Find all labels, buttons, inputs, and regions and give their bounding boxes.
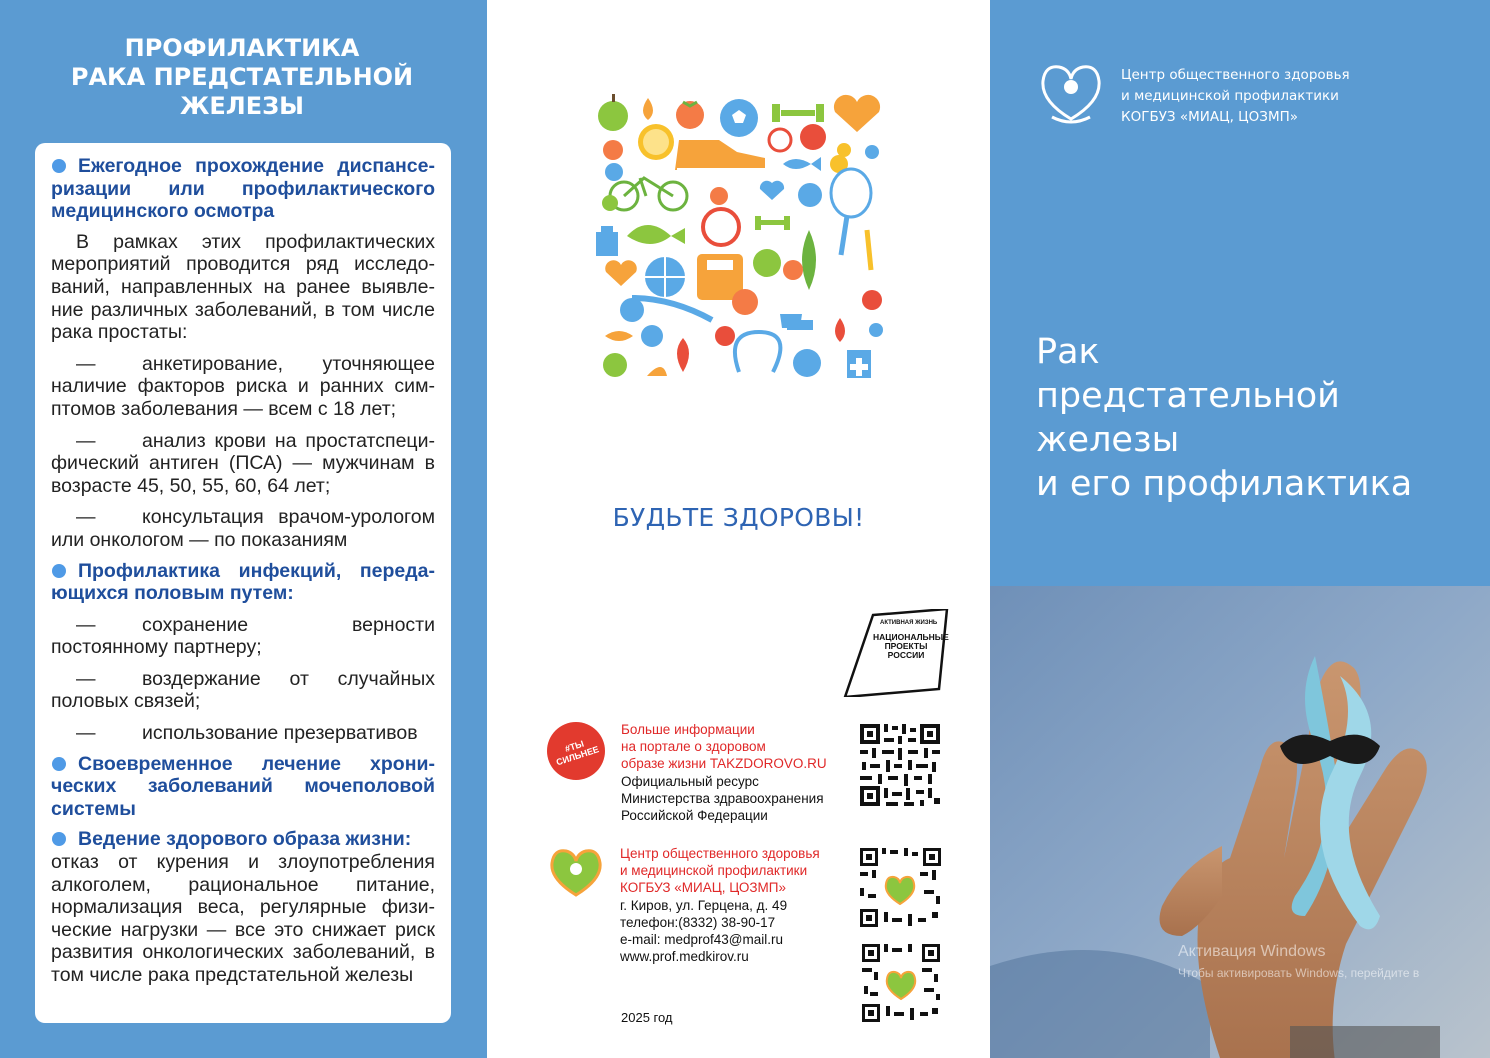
apple-icon (598, 94, 628, 131)
info-line: на портале о здоровом (621, 739, 766, 755)
fish-icon (783, 157, 821, 171)
dash-marker: — (76, 506, 96, 529)
list-item-text: анализ крови на простатспецифический антиген (ПСА) — мужчинам в возрасте 45, 50, 55, 60, 64 лет; (51, 429, 435, 497)
content-card (35, 143, 451, 1023)
jump-rope-icon (735, 332, 780, 372)
organization-logo-icon (1040, 59, 1102, 125)
website-link[interactable]: www.prof.medkirov.ru (620, 949, 749, 965)
takzdorovo-info (621, 721, 846, 824)
dash-marker: — (76, 667, 96, 690)
leaf-icon (802, 230, 816, 290)
section-heading-chronic (51, 753, 435, 821)
list-item-text: анкетирование, уточняющее наличие факторов риска и ранних симптомов заболевания — всем с 18 лет; (51, 352, 435, 420)
dash-marker: — (76, 352, 96, 375)
list-item (51, 430, 435, 498)
bullet-dot-icon (52, 832, 66, 846)
list-item (51, 722, 435, 745)
info-line: Министерства здравоохранения (621, 790, 824, 806)
sneaker-icon (675, 140, 767, 173)
year-label: 2025 год (621, 1010, 673, 1025)
right-panel (990, 0, 1490, 1058)
teacup-icon (787, 320, 813, 330)
center-contact-info (620, 845, 850, 965)
title-line: железы (1036, 420, 1180, 460)
section-heading-text: Ведение здорового образа жизни: (78, 828, 412, 851)
info-line: и медицинской профилактики (620, 863, 808, 879)
title-line: и его профилактика (1036, 464, 1413, 504)
dash-marker: — (76, 429, 96, 452)
center-logo-icon (547, 843, 605, 901)
left-title-line: РАКА ПРЕДСТАТЕЛЬНОЙ (70, 63, 414, 91)
bicycle-icon (610, 178, 687, 210)
left-title (30, 34, 454, 121)
qr-code-website[interactable] (860, 942, 942, 1024)
section-heading-text: Профилактика инфекций, передающихся половым путем: (51, 559, 435, 605)
measuring-tape-icon (620, 298, 712, 322)
list-item-text: сохранение верности постоянному партнеру; (51, 613, 435, 659)
phone: телефон:(8332) 38-90-17 (620, 914, 776, 930)
title-line: предстательной (1036, 376, 1340, 416)
tomato-icon (676, 101, 704, 129)
info-line: Официальный ресурс (621, 773, 759, 789)
dash-marker: — (76, 722, 96, 745)
info-line: Российской Федерации (621, 808, 768, 824)
slogan: БУДЬТЕ ЗДОРОВЫ! (612, 503, 865, 532)
list-item-text: консультация врачом-урологом или онкологом — по показаниям (51, 506, 435, 551)
qr-code-center[interactable] (858, 846, 943, 929)
list-item-text: использование презервативов (142, 722, 418, 745)
bullet-dot-icon (52, 757, 66, 771)
org-line: КОГБУЗ «МИАЦ, ЦОЗМП» (1121, 109, 1299, 125)
orange-slice-icon (638, 124, 674, 160)
section-heading-infections (51, 560, 435, 605)
left-title-line: ПРОФИЛАКТИКА (124, 34, 360, 62)
org-line: Центр общественного здоровья (1121, 67, 1350, 83)
info-line: КОГБУЗ «МИАЦ, ЦОЗМП» (620, 880, 787, 896)
paragraph-intro: В рамках этих профилактических мероприятий проводится ряд исследований, направленных на ранее выявление различных заболеваний, в том числе рака простаты: (51, 230, 435, 344)
bullet-dot-icon (52, 564, 66, 578)
drop-icon (643, 98, 653, 120)
address: г. Киров, ул. Герцена, д. 49 (620, 897, 788, 913)
organization-name (1121, 65, 1421, 128)
list-item (51, 353, 435, 421)
windows-activation-watermark: Активация Windows (1178, 943, 1326, 960)
windows-activation-hint: Чтобы активировать Windows, перейдите в (1178, 966, 1420, 980)
dash-marker: — (76, 613, 96, 636)
soccer-ball-icon (720, 99, 758, 137)
section-heading-text: Своевременное лечение хронических заболеваний мочеполовой системы (51, 752, 435, 820)
info-line: Больше информации (621, 722, 755, 737)
stopwatch-icon (769, 129, 791, 151)
qr-code-takzdorovo[interactable] (858, 722, 942, 808)
org-line: и медицинской профилактики (1121, 88, 1339, 104)
list-item (51, 668, 435, 713)
email-link[interactable]: e-mail: medprof43@mail.ru (620, 932, 784, 948)
brochure-title (1036, 330, 1476, 506)
bullet-dot-icon (52, 159, 66, 173)
middle-panel (487, 0, 990, 1058)
left-title-line: ЖЕЛЕЗЫ (179, 92, 305, 120)
bottle-icon (596, 226, 618, 256)
basketball-icon (645, 257, 685, 297)
section-heading-dispanserization (51, 155, 435, 223)
tennis-racket-icon (831, 169, 871, 255)
hand-with-ribbon-photo (990, 586, 1490, 1058)
paragraph-lifestyle: отказ от курения и злоупотребления алкоголем, рациональное питание, нормализация веса, регулярные физические нагрузки — все это снижает риск развития онкологических заболеваний, в том числе рака предстательной железы (51, 851, 435, 986)
badge-title: НАЦИОНАЛЬНЫЕ ПРОЕКТЫ РОССИИ (873, 632, 949, 660)
badge-small-text: АКТИВНАЯ ЖИЗНЬ (880, 620, 938, 626)
list-item (51, 614, 435, 659)
section-heading-text: Ежегодное прохождение диспансеризации или профилактического медицинского осмотра (51, 155, 435, 223)
healthy-lifestyle-icons (487, 0, 990, 400)
left-panel (0, 0, 487, 1058)
ty-silnee-logo-text: #ТЫ СИЛЬНЕЕ (554, 738, 601, 768)
list-item-text: воздержание от случайных половых связей; (51, 667, 435, 713)
heart-icon (834, 95, 880, 132)
section-heading-lifestyle (51, 828, 435, 851)
info-line: образе жизни TAKZDOROVO.RU (621, 756, 827, 772)
info-line: Центр общественного здоровья (620, 846, 820, 861)
title-line: Рак (1036, 332, 1100, 372)
list-item (51, 506, 435, 551)
dumbbell-icon (772, 104, 824, 122)
